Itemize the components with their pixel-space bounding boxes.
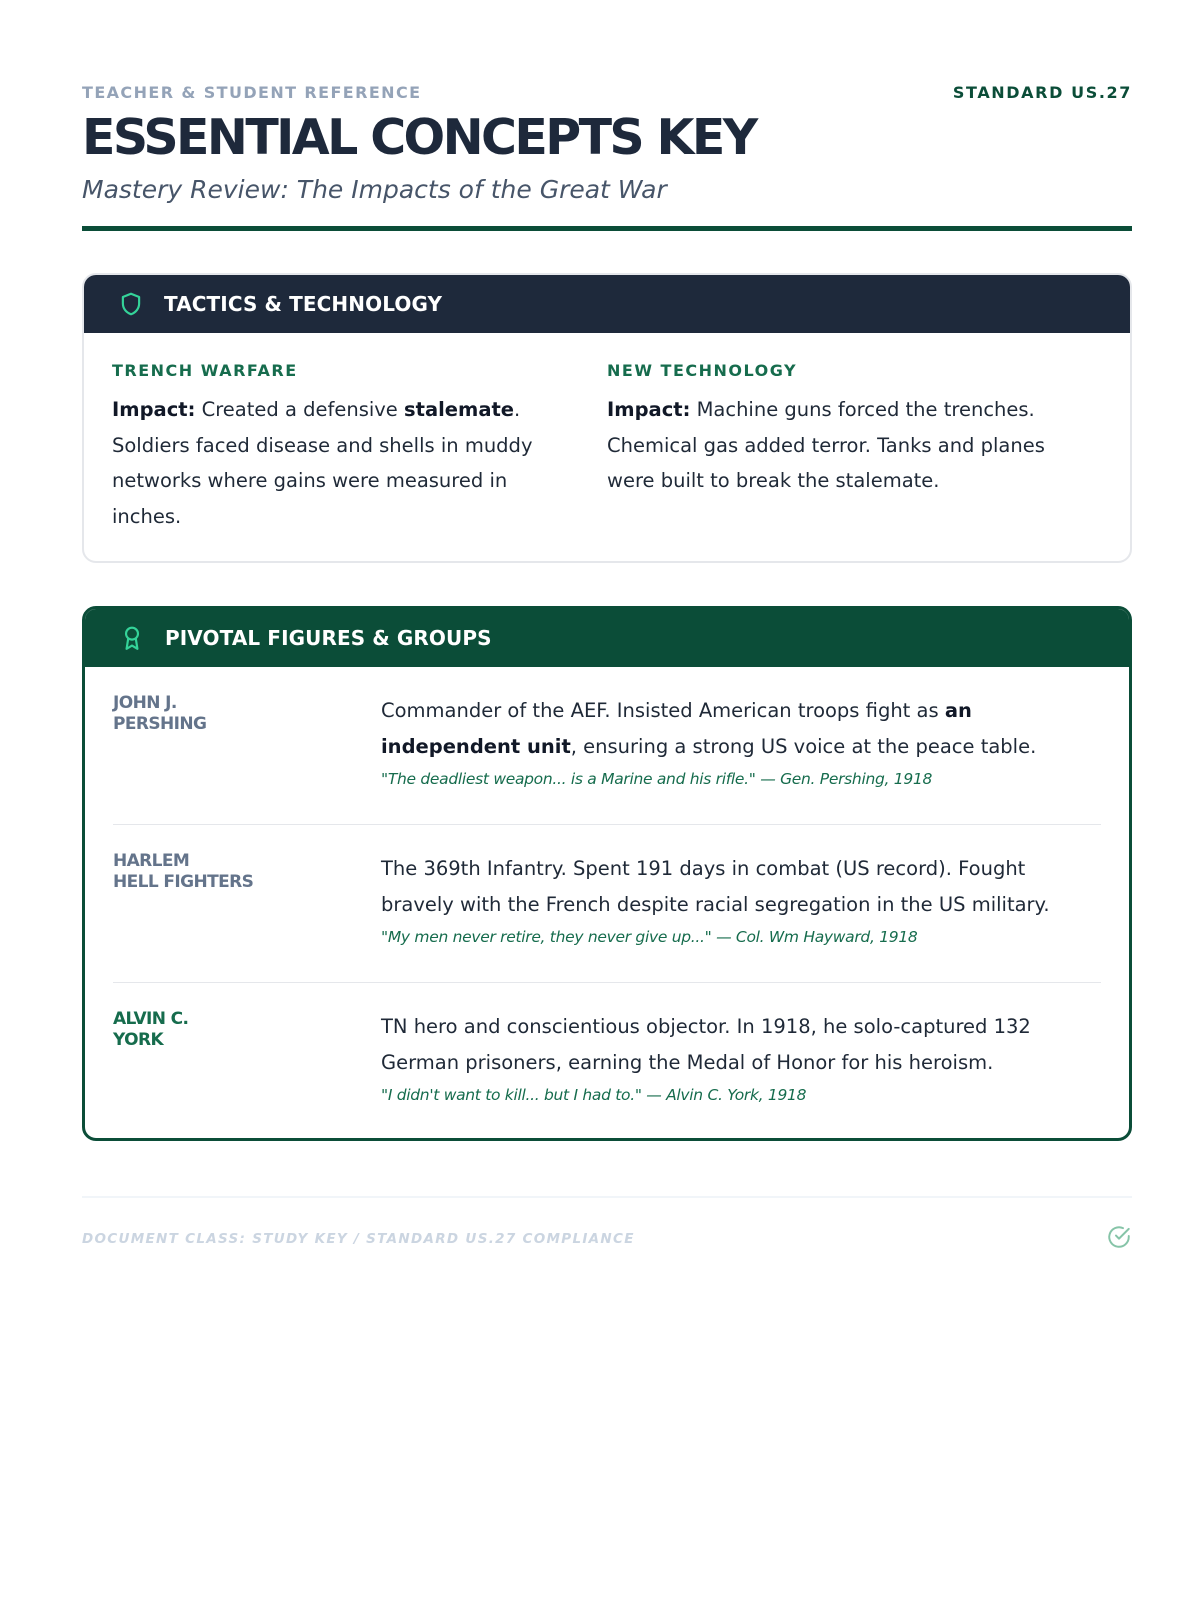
figure-name-line: PERSHING — [113, 714, 207, 734]
document-header — [82, 0, 1132, 231]
pivotal-figures-card — [82, 606, 1132, 1141]
figure-name-line: JOHN J. — [113, 693, 177, 713]
figure-quote: "The deadliest weapon... is a Marine and his rifle." — Gen. Pershing, 1918 — [381, 770, 933, 788]
stalemate-term: stalemate — [404, 398, 515, 421]
new-technology-title: NEW TECHNOLOGY — [607, 361, 798, 380]
new-technology-text — [607, 392, 1102, 499]
figure-description: The 369th Infantry. Spent 191 days in combat (US record). Fought bravely with the French despite racial segregation in the US military. — [381, 857, 1050, 916]
figure-description — [381, 693, 1101, 764]
audience-label: TEACHER & STUDENT REFERENCE — [82, 83, 422, 102]
figures-card-header — [85, 609, 1129, 667]
trench-warfare-text — [112, 392, 607, 534]
figure-description: TN hero and conscientious objector. In 1918, he solo-captured 132 German prisoners, earning the Medal of Honor for his heroism. — [381, 1015, 1031, 1074]
figures-card-title: PIVOTAL FIGURES & GROUPS — [165, 626, 492, 650]
new-technology-section — [607, 361, 1102, 534]
figure-row-harlem-hell-fighters — [113, 825, 1101, 983]
page-subtitle: Mastery Review: The Impacts of the Great War — [82, 175, 667, 204]
award-ribbon-icon — [119, 625, 145, 651]
shield-icon — [118, 291, 144, 317]
description-part: , ensuring a strong US voice at the peace table. — [570, 734, 1037, 758]
impact-label: Impact: — [607, 398, 691, 421]
standard-code: STANDARD US.27 — [952, 83, 1132, 102]
figure-row-alvin-york — [113, 983, 1101, 1141]
figure-row-pershing — [113, 667, 1101, 825]
check-circle-icon — [1106, 1224, 1132, 1250]
page-title: ESSENTIAL CONCEPTS KEY — [82, 109, 756, 166]
document-class-label: DOCUMENT CLASS: STUDY KEY / STANDARD US.27 COMPLIANCE — [82, 1231, 635, 1247]
trench-warfare-section — [112, 361, 607, 534]
figure-name-line: HARLEM — [113, 851, 190, 871]
figure-name-line: ALVIN C. — [113, 1009, 189, 1029]
technology-text-part: Machine guns forced the trenches. Chemical gas added terror. Tanks and planes were built to break the stalemate. — [607, 398, 1045, 492]
figure-name-line: HELL FIGHTERS — [113, 872, 254, 892]
figure-name-line: YORK — [113, 1030, 164, 1050]
figure-quote: "My men never retire, they never give up..." — Col. Wm Hayward, 1918 — [381, 928, 918, 946]
trench-text-part: Created a defensive — [195, 398, 405, 421]
document-footer — [82, 1196, 1132, 1256]
tactics-technology-card — [82, 273, 1132, 563]
figure-quote: "I didn't want to kill... but I had to." — Alvin C. York, 1918 — [381, 1086, 807, 1104]
impact-label: Impact: — [112, 398, 196, 421]
study-key-page — [82, 0, 1132, 1247]
figure-name — [113, 851, 381, 982]
tactics-card-header — [84, 275, 1130, 333]
figure-name — [113, 1009, 381, 1141]
trench-text-part: . Soldiers faced disease and shells in muddy networks where gains were measured in inches. — [112, 398, 533, 528]
tactics-card-title: TACTICS & TECHNOLOGY — [164, 292, 443, 316]
figure-name — [113, 693, 381, 824]
independent-unit-term: an independent unit — [381, 699, 972, 758]
trench-warfare-title: TRENCH WARFARE — [112, 361, 298, 380]
description-part: Commander of the AEF. Insisted American troops fight as — [381, 699, 945, 722]
